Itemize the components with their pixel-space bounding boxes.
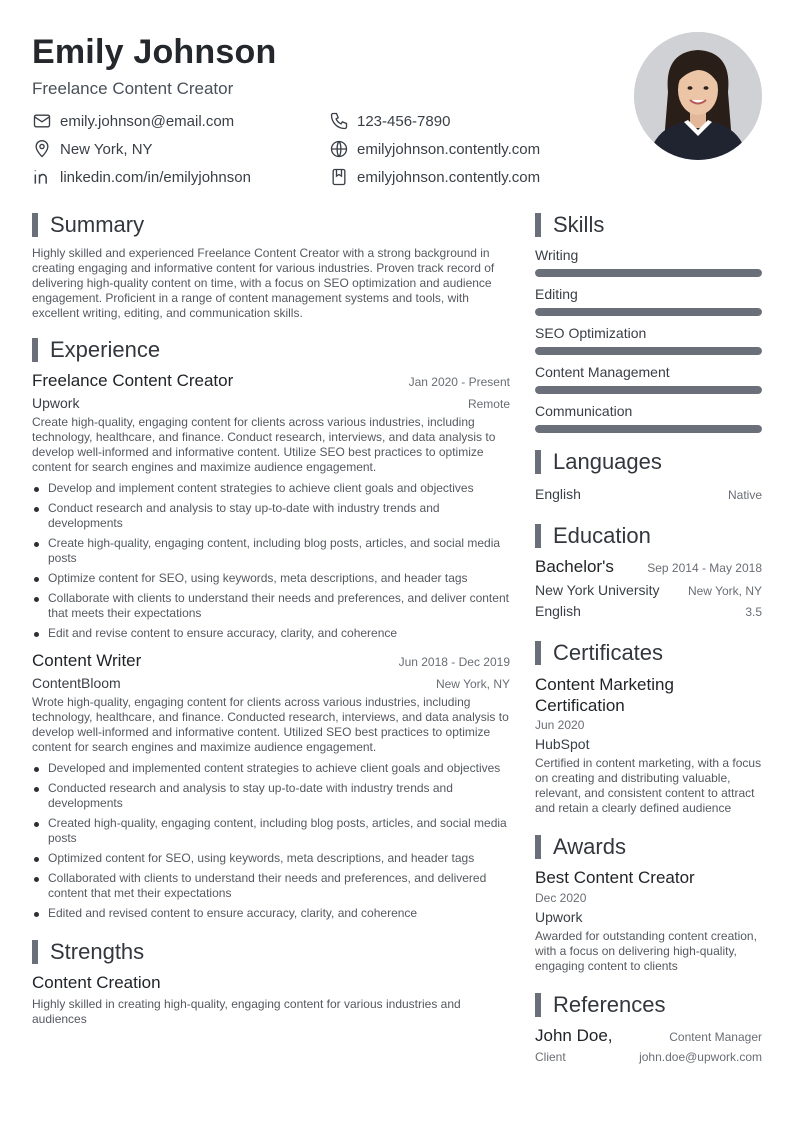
list-item: Conducted research and analysis to stay up-to-date with industry trends and developments xyxy=(32,781,510,811)
contact-list xyxy=(32,110,592,200)
section-accent-bar xyxy=(535,450,541,474)
contact-phone[interactable] xyxy=(329,110,450,132)
job-dates: Jun 2018 - Dec 2019 xyxy=(398,655,510,669)
list-item: Collaborate with clients to understand their needs and preferences, and deliver content that meets their expectations xyxy=(32,591,510,621)
linkedin-icon xyxy=(32,167,52,187)
contact-location xyxy=(32,138,153,160)
gpa: 3.5 xyxy=(745,605,762,619)
award-date: Dec 2020 xyxy=(535,891,587,905)
skill-fill xyxy=(535,386,762,394)
contact-linkedin[interactable] xyxy=(32,166,251,188)
skills-heading xyxy=(535,212,762,238)
certificate-text: Certified in content marketing, with a focus on creating and distributing valuable, relevant, and consistent content to attract and retain a clearly defined audience xyxy=(535,756,762,815)
globe-icon xyxy=(329,139,349,159)
phone-text: 123-456-7890 xyxy=(357,112,451,130)
candidate-title: Freelance Content Creator xyxy=(32,79,234,98)
language-level: Native xyxy=(727,488,762,502)
skill-bar xyxy=(535,269,762,277)
list-item: Conduct research and analysis to stay up-to-date with industry trends and developments xyxy=(32,501,510,531)
list-item: Edited and revised content to ensure accuracy, clarity, and coherence xyxy=(32,906,510,921)
award-title: Best Content Creator xyxy=(535,868,695,887)
strengths-heading xyxy=(32,939,510,965)
header xyxy=(32,30,592,200)
email-text: emily.johnson@email.com xyxy=(60,112,235,130)
skill-fill xyxy=(535,308,762,316)
skill-item xyxy=(535,363,762,394)
section-accent-bar xyxy=(535,524,541,548)
list-item: Developed and implemented content strategies to achieve client goals and objectives xyxy=(32,761,510,776)
degree: Bachelor's xyxy=(535,557,614,576)
summary-heading-text: Summary xyxy=(50,212,145,237)
certificate-issuer: HubSpot xyxy=(535,736,590,752)
job-title: Content Writer xyxy=(32,651,142,670)
awards-heading-text: Awards xyxy=(553,834,626,859)
contact-portfolio[interactable] xyxy=(329,166,540,188)
job-location: Remote xyxy=(467,397,510,411)
list-item: Develop and implement content strategies to achieve client goals and objectives xyxy=(32,481,510,496)
contact-website[interactable] xyxy=(329,138,540,160)
section-accent-bar xyxy=(535,993,541,1017)
job-entry xyxy=(32,371,510,641)
list-item: Edit and revise content to ensure accuracy, clarity, and coherence xyxy=(32,626,510,641)
linkedin-text: linkedin.com/in/emilyjohnson xyxy=(60,168,251,186)
skill-bar xyxy=(535,308,762,316)
education-dates: Sep 2014 - May 2018 xyxy=(647,561,762,575)
job-company: Upwork xyxy=(32,395,80,411)
portrait-image xyxy=(634,32,762,160)
job-dates: Jan 2020 - Present xyxy=(408,375,510,389)
section-accent-bar xyxy=(535,213,541,237)
portfolio-text: emilyjohnson.contently.com xyxy=(357,168,541,186)
phone-icon xyxy=(329,111,349,131)
school-name: New York University xyxy=(535,582,660,598)
language-item xyxy=(535,485,762,503)
awards-heading xyxy=(535,834,762,860)
bookmark-icon xyxy=(329,167,349,187)
field-of-study: English xyxy=(535,603,581,619)
list-item: Optimized content for SEO, using keywords, meta descriptions, and header tags xyxy=(32,851,510,866)
reference-company: Client xyxy=(535,1050,566,1064)
section-accent-bar xyxy=(32,940,38,964)
skill-name: Content Management xyxy=(535,364,670,380)
skill-bar xyxy=(535,386,762,394)
skill-fill xyxy=(535,269,762,277)
certificates-heading xyxy=(535,640,762,666)
education-heading xyxy=(535,523,762,549)
certificates-heading-text: Certificates xyxy=(553,640,664,665)
location-pin-icon xyxy=(32,139,52,159)
mail-icon xyxy=(32,111,52,131)
skill-fill xyxy=(535,425,762,433)
job-description: Wrote high-quality, engaging content for clients across various industries, including technology, healthcare, and finance. Conducted research, interviews, and data analysis to develop well-informed and informative content. Utilized SEO best practices to optimize content for search engines and maximize audience engagement. xyxy=(32,695,509,754)
certificate-title: Content Marketing Certification xyxy=(535,675,674,715)
experience-heading-text: Experience xyxy=(50,337,161,362)
education-heading-text: Education xyxy=(553,523,651,548)
strength-title: Content Creation xyxy=(32,973,161,992)
strength-text: Highly skilled in creating high-quality, engaging content for various industries and audiences xyxy=(32,997,461,1026)
section-accent-bar xyxy=(32,213,38,237)
skill-bar xyxy=(535,347,762,355)
reference-role: Content Manager xyxy=(669,1030,762,1044)
list-item: Create high-quality, engaging content, including blog posts, articles, and social media posts xyxy=(32,536,510,566)
job-entry xyxy=(32,651,510,921)
school-location: New York, NY xyxy=(687,584,762,598)
skill-name: Editing xyxy=(535,286,578,302)
skill-item xyxy=(535,246,762,277)
experience-heading xyxy=(32,337,510,363)
references-heading xyxy=(535,992,762,1018)
reference-email[interactable]: john.doe@upwork.com xyxy=(639,1050,762,1064)
list-item: Created high-quality, engaging content, including blog posts, articles, and social media posts xyxy=(32,816,510,846)
left-column xyxy=(32,212,510,1027)
section-accent-bar xyxy=(535,641,541,665)
references-heading-text: References xyxy=(553,992,666,1017)
section-accent-bar xyxy=(32,338,38,362)
skill-item xyxy=(535,285,762,316)
languages-heading-text: Languages xyxy=(553,449,662,474)
contact-email[interactable] xyxy=(32,110,234,132)
job-bullets xyxy=(32,481,510,641)
list-item: Collaborated with clients to understand their needs and preferences, and delivered content that met their expectations xyxy=(32,871,510,901)
job-company: ContentBloom xyxy=(32,675,121,691)
award-text: Awarded for outstanding content creation, with a focus on delivering high-quality, engaging content to clients xyxy=(535,929,757,973)
job-location: New York, NY xyxy=(435,677,510,691)
job-title: Freelance Content Creator xyxy=(32,371,234,390)
job-description: Create high-quality, engaging content for clients across various industries, including technology, healthcare, and finance. Conduct research, interviews, and data analysis to develop well-informed and informative content. Utilize SEO best practices to optimize content for search engines and maximize audience engagement. xyxy=(32,415,496,474)
award-issuer: Upwork xyxy=(535,909,583,925)
skills-list xyxy=(535,246,762,433)
skill-fill xyxy=(535,347,762,355)
skill-name: Communication xyxy=(535,403,633,419)
profile-photo xyxy=(634,32,762,160)
skill-item xyxy=(535,324,762,355)
reference-name: John Doe, xyxy=(535,1026,613,1045)
right-column xyxy=(535,212,762,1064)
strengths-heading-text: Strengths xyxy=(50,939,145,964)
certificate-date: Jun 2020 xyxy=(535,718,585,732)
skill-name: SEO Optimization xyxy=(535,325,647,341)
skill-bar xyxy=(535,425,762,433)
skill-name: Writing xyxy=(535,247,579,263)
skills-heading-text: Skills xyxy=(553,212,605,237)
section-accent-bar xyxy=(535,835,541,859)
summary-heading xyxy=(32,212,510,238)
list-item: Optimize content for SEO, using keywords, meta descriptions, and header tags xyxy=(32,571,510,586)
candidate-name: Emily Johnson xyxy=(32,33,277,71)
website-text: emilyjohnson.contently.com xyxy=(357,140,541,158)
languages-heading xyxy=(535,449,762,475)
skill-item xyxy=(535,402,762,433)
location-text: New York, NY xyxy=(60,140,153,158)
language-name: English xyxy=(535,486,581,502)
job-bullets xyxy=(32,761,510,921)
summary-text: Highly skilled and experienced Freelance Content Creator with a strong background in creating engaging and informative content for various industries. Proven track record of delivering high-quality content on time, with a focus on SEO optimization and audience engagement. Proficient in a range of content management systems and tools, with excellent writing, editing, and communication skills. xyxy=(32,246,495,320)
